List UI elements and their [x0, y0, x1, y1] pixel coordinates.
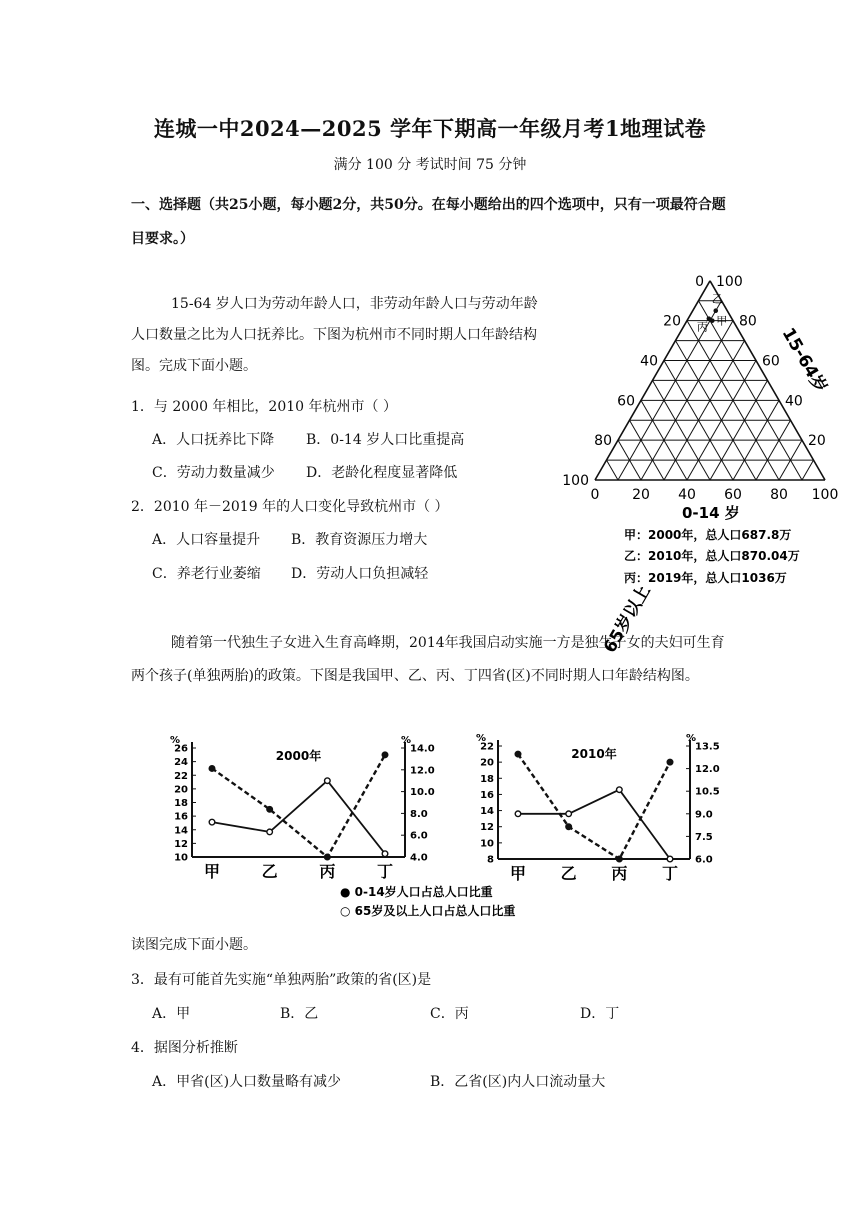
exam-title: 连城一中2024—2025 学年下期高一年级月考1地理试卷	[153, 116, 707, 141]
series-point	[515, 811, 521, 817]
ternary-legend-2: 乙：2010年，总人口870.04万	[624, 549, 800, 563]
ternary-point-label: 甲	[716, 314, 728, 328]
q4-option-b: B．乙省(区)内人口流动量大	[430, 1074, 606, 1090]
left-tick-label: 14	[174, 825, 188, 837]
category-label: 甲	[509, 864, 527, 883]
ternary-tick-right: 60	[762, 353, 780, 370]
ternary-tick-left: 20	[663, 313, 681, 330]
left-tick-label: 10	[174, 852, 188, 864]
group1-intro: 15-64 岁人口为劳动年龄人口，非劳动年龄人口与劳动年龄人口数量之比为人口抚养比。下图为杭州市不同时期人口年龄结构图。完成下面小题。	[131, 296, 538, 374]
q1-option-a: A．人口抚养比下降	[152, 432, 275, 448]
series-point	[325, 778, 331, 784]
category-label: 丙	[319, 862, 336, 881]
left-tick-label: 22	[480, 741, 494, 753]
ternary-gridline	[710, 380, 768, 480]
ternary-axis-right-label: 15-64岁	[777, 324, 831, 397]
ternary-tick-left: 0	[695, 273, 704, 290]
ternary-point	[713, 308, 718, 313]
left-tick-label: 8	[487, 854, 494, 866]
ternary-tick-bottom: 20	[632, 487, 650, 503]
left-tick-label: 26	[174, 743, 188, 755]
left-tick-label: 22	[174, 770, 188, 782]
left-tick-label: 12	[480, 822, 494, 834]
series-point	[667, 856, 673, 862]
series-point	[382, 752, 388, 758]
ternary-tick-left: 80	[594, 433, 612, 450]
series-point	[267, 829, 273, 835]
series-point	[209, 819, 215, 825]
section-heading: 一、选择题（共25小题，每小题2分，共50分。在每小题给出的四个选项中，只有一项最符合题目要求。）	[131, 197, 726, 247]
series-point	[325, 854, 331, 860]
right-tick-label: 6.0	[410, 830, 428, 842]
left-tick-label: 14	[480, 806, 494, 818]
left-tick-label: 12	[174, 838, 188, 850]
category-label: 甲	[203, 862, 221, 881]
line-chart-2000	[170, 735, 435, 881]
ternary-axis-left-label: 65岁以上	[600, 581, 655, 657]
left-axis-unit: %	[170, 735, 181, 746]
series-line	[518, 790, 670, 859]
q1-option-c: C．劳动力数量减少	[152, 465, 275, 481]
ternary-axis-bottom-label: 0-14 岁	[682, 504, 740, 522]
q1-option-b: B．0-14 岁人口比重提高	[306, 432, 465, 448]
series-point	[382, 851, 388, 857]
right-tick-label: 14.0	[410, 743, 435, 755]
line-legend-1: ● 0-14岁人口占总人口比重	[340, 885, 493, 899]
right-tick-label: 12.0	[410, 765, 435, 777]
q2-option-d: D．劳动人口负担减轻	[291, 566, 429, 582]
right-tick-label: 4.0	[410, 852, 428, 864]
category-label: 乙	[261, 862, 278, 881]
chart-title: 2000年	[275, 749, 322, 763]
series-point	[617, 856, 623, 862]
ternary-tick-right: 80	[739, 313, 757, 330]
left-tick-label: 20	[480, 757, 494, 769]
ternary-tick-bottom: 100	[811, 487, 839, 503]
q2-option-b: B．教育资源压力增大	[291, 532, 428, 548]
left-tick-label: 24	[174, 757, 188, 769]
category-label: 丁	[661, 864, 679, 883]
exam-subtitle: 满分 100 分 考试时间 75 分钟	[333, 157, 527, 173]
right-axis-unit: %	[401, 735, 412, 746]
question-1-stem: 1．与 2000 年相比，2010 年杭州市（ ）	[131, 399, 397, 415]
left-tick-label: 18	[174, 798, 188, 809]
ternary-tick-left: 40	[640, 353, 658, 370]
ternary-point-label: 乙	[711, 292, 723, 306]
question-4-stem: 4．据图分析推断	[131, 1040, 238, 1056]
left-axis-unit: %	[476, 733, 487, 744]
q3-option-b: B．乙	[280, 1006, 319, 1022]
ternary-tick-right: 20	[808, 433, 826, 450]
ternary-gridline	[802, 460, 814, 480]
right-tick-label: 13.5	[695, 741, 720, 753]
read-instruction: 读图完成下面小题。	[131, 937, 257, 953]
ternary-gridline	[664, 341, 745, 480]
series-point	[267, 807, 273, 813]
series-point	[566, 824, 572, 830]
series-line	[518, 754, 670, 859]
ternary-grid	[595, 281, 825, 480]
ternary-gridline	[607, 460, 619, 480]
ternary-legend-1: 甲：2000年，总人口687.8万	[624, 528, 792, 542]
ternary-legend-3: 丙：2019年，总人口1036万	[624, 571, 787, 585]
ternary-population-diagram	[560, 262, 850, 657]
ternary-tick-bottom: 0	[590, 487, 600, 503]
ternary-gridline	[676, 341, 757, 480]
q2-option-a: A．人口容量提升	[152, 532, 261, 548]
ternary-point-label: 丙	[696, 320, 708, 334]
q3-option-a: A．甲	[152, 1006, 191, 1022]
line-charts-figure	[160, 732, 730, 927]
ternary-tick-left: 100	[562, 473, 589, 489]
series-point	[515, 751, 521, 757]
series-point	[617, 787, 623, 793]
category-label: 丁	[376, 862, 394, 881]
ternary-points	[697, 293, 727, 334]
ternary-tick-bottom: 80	[770, 487, 788, 503]
series-point	[209, 766, 215, 772]
right-tick-label: 10.5	[695, 786, 720, 798]
q2-option-c: C．养老行业萎缩	[152, 566, 261, 582]
ternary-tick-right: 40	[785, 393, 803, 410]
series-line	[212, 781, 385, 854]
right-tick-label: 12.0	[695, 764, 720, 776]
right-tick-label: 6.0	[695, 854, 713, 866]
left-tick-label: 20	[174, 784, 188, 796]
q3-option-d: D．丁	[580, 1006, 620, 1022]
right-tick-label: 10.0	[410, 787, 435, 799]
right-tick-label: 8.0	[410, 808, 428, 820]
left-tick-label: 18	[480, 773, 494, 785]
left-tick-label: 16	[480, 789, 494, 801]
ternary-tick-bottom: 40	[678, 487, 696, 503]
q3-option-c: C．丙	[430, 1006, 469, 1022]
line-legend-2: ○ 65岁及以上人口占总人口比重	[340, 904, 516, 918]
left-tick-label: 16	[174, 811, 188, 823]
series-point	[667, 759, 673, 765]
ternary-gridline	[653, 380, 711, 480]
ternary-tick-left: 60	[617, 393, 635, 410]
group2-intro: 随着第一代独生子女进入生育高峰期，2014年我国启动实施一方是独生子女的夫妇可生育两个孩子(单独两胎)的政策。下图是我国甲、乙、丙、丁四省(区)不同时期人口年龄结构图。	[131, 635, 725, 684]
right-axis-unit: %	[686, 733, 697, 744]
ternary-tick-bottom: 60	[724, 487, 742, 503]
right-tick-label: 9.0	[695, 809, 713, 821]
ternary-tick-right: 100	[716, 273, 743, 290]
q1-option-d: D．老龄化程度显著降低	[306, 465, 458, 481]
q4-option-a: A．甲省(区)人口数量略有减少	[152, 1074, 342, 1090]
line-chart-2010	[476, 733, 720, 883]
series-point	[566, 811, 572, 817]
left-tick-label: 10	[480, 838, 494, 850]
question-3-stem: 3．最有可能首先实施“单独两胎”政策的省(区)是	[131, 972, 432, 988]
category-label: 乙	[560, 864, 577, 883]
category-label: 丙	[611, 864, 628, 883]
ternary-ticks	[562, 274, 838, 503]
question-2-stem: 2．2010 年－2019 年的人口变化导致杭州市（ ）	[131, 499, 449, 515]
right-tick-label: 7.5	[695, 831, 713, 843]
chart-title: 2010年	[571, 747, 617, 761]
